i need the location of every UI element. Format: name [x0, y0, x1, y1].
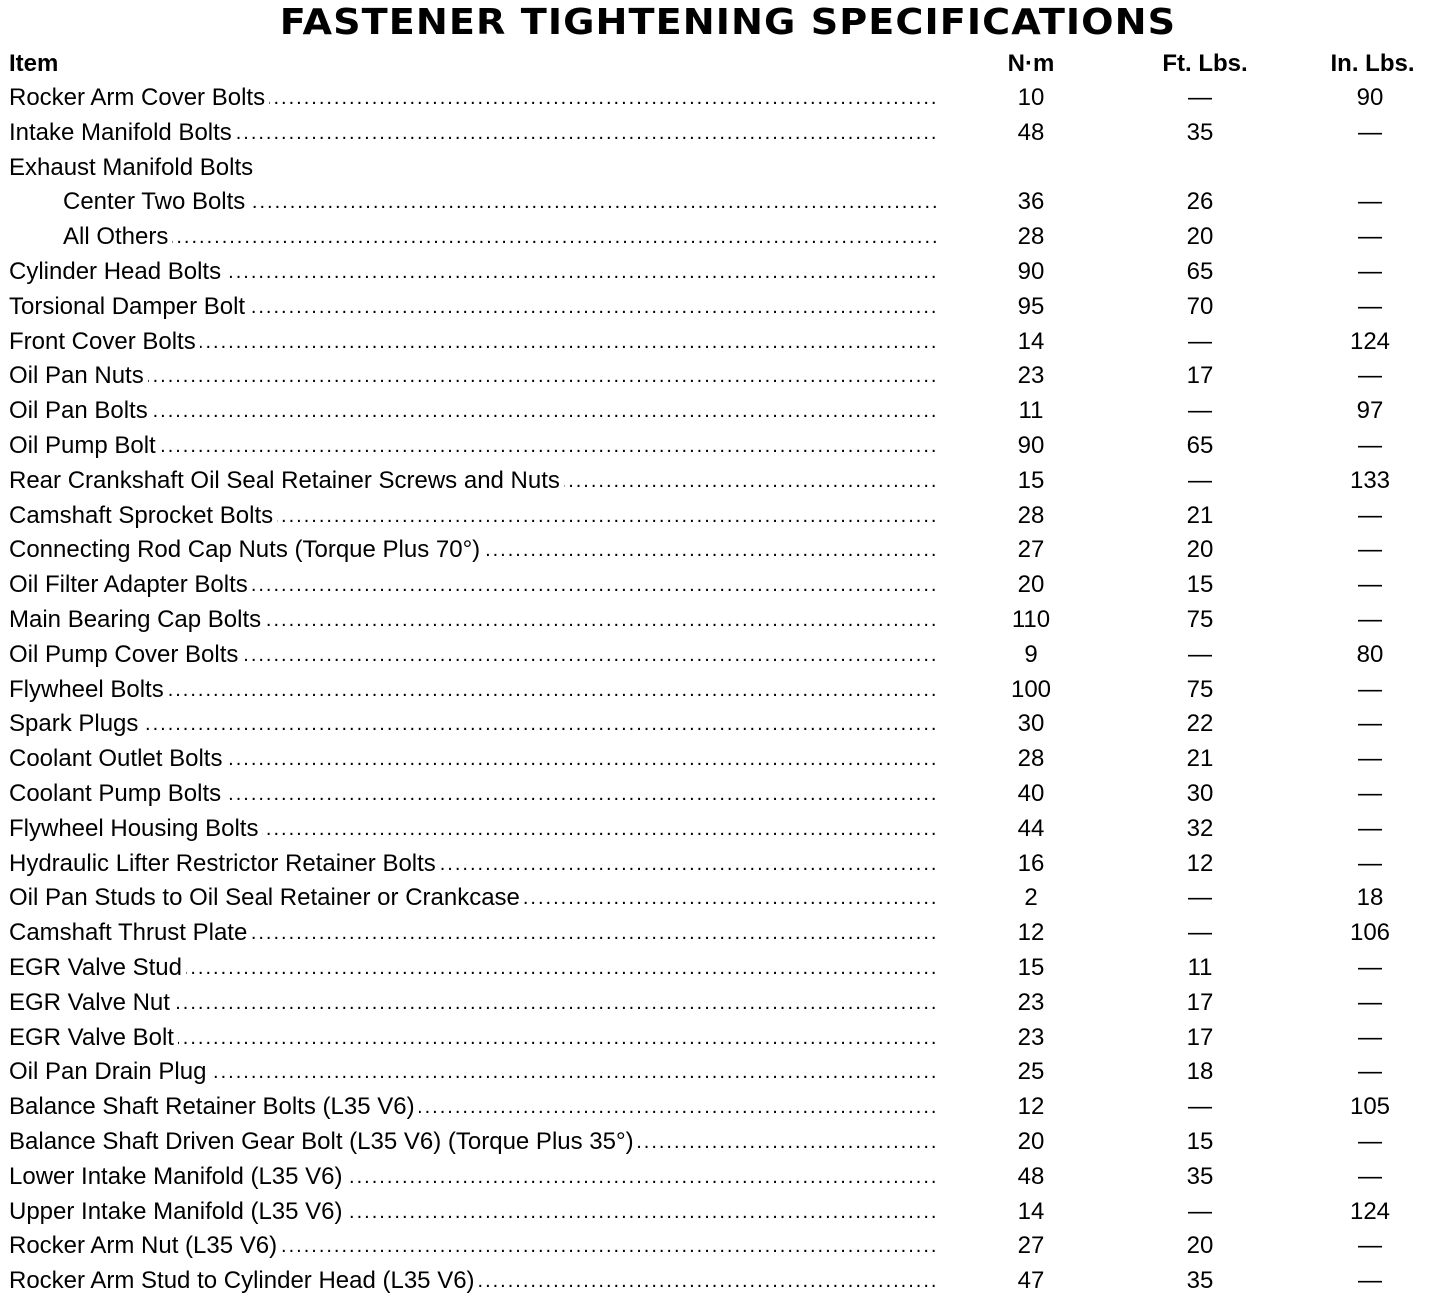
item-label: EGR Valve Bolt	[9, 1024, 178, 1051]
in-lbs-value: —	[1358, 501, 1382, 529]
nm-value: 14	[1017, 1197, 1045, 1225]
column-header-nm: N·m	[1007, 50, 1055, 77]
table-row	[0, 673, 1456, 708]
item-label: Connecting Rod Cap Nuts (Torque Plus 70°)	[9, 536, 484, 563]
nm-value: 47	[1017, 1267, 1045, 1295]
table-row	[0, 1195, 1456, 1230]
nm-value: 23	[1017, 988, 1045, 1016]
table-row	[0, 986, 1456, 1021]
table-row	[0, 429, 1456, 464]
table-row	[0, 325, 1456, 360]
ft-lbs-value: —	[1188, 84, 1212, 111]
table-row	[0, 847, 1456, 882]
table-row	[0, 1229, 1456, 1264]
nm-value: 10	[1017, 84, 1045, 111]
table-row	[0, 1125, 1456, 1160]
table-row	[0, 603, 1456, 638]
item-label: Flywheel Bolts	[9, 676, 168, 703]
column-header-ft-lbs: Ft. Lbs.	[1162, 50, 1248, 77]
item-label: Oil Pan Bolts	[9, 397, 152, 424]
item-label: Lower Intake Manifold (L35 V6)	[9, 1163, 347, 1190]
item-label: Coolant Outlet Bolts	[9, 745, 226, 772]
ft-lbs-value: 35	[1186, 1267, 1214, 1295]
item-label: Oil Pan Nuts	[9, 362, 148, 389]
ft-lbs-value: 21	[1186, 745, 1214, 773]
item-label: Camshaft Sprocket Bolts	[9, 502, 277, 529]
in-lbs-value: —	[1358, 1232, 1382, 1260]
column-header-in-lbs: In. Lbs.	[1330, 50, 1415, 77]
table-row	[0, 1160, 1456, 1195]
in-lbs-value: 97	[1356, 397, 1384, 425]
nm-value: 110	[1011, 605, 1051, 633]
table-row	[0, 951, 1456, 986]
nm-value: 40	[1017, 779, 1045, 807]
item-label: Cylinder Head Bolts	[9, 258, 225, 285]
ft-lbs-value: —	[1188, 1197, 1212, 1225]
table-row	[0, 742, 1456, 777]
item-label: Hydraulic Lifter Restrictor Retainer Bolts	[9, 850, 440, 877]
in-lbs-value: 106	[1349, 919, 1391, 947]
table-row	[0, 220, 1456, 255]
ft-lbs-value: 65	[1186, 257, 1214, 285]
table-row	[0, 1021, 1456, 1056]
table-row	[0, 638, 1456, 673]
nm-value: 16	[1017, 849, 1045, 877]
nm-value: 44	[1017, 814, 1045, 842]
ft-lbs-value: 17	[1186, 1023, 1214, 1051]
nm-value: 20	[1017, 1127, 1045, 1155]
table-row	[0, 812, 1456, 847]
in-lbs-value: —	[1358, 1058, 1382, 1086]
item-label: Torsional Damper Bolt	[9, 293, 249, 320]
in-lbs-value: —	[1358, 953, 1382, 981]
table-row	[0, 881, 1456, 916]
item-label: EGR Valve Stud	[9, 954, 186, 981]
in-lbs-value: —	[1358, 257, 1382, 285]
ft-lbs-value: —	[1188, 397, 1212, 425]
ft-lbs-value: —	[1188, 884, 1212, 912]
ft-lbs-value: 75	[1186, 605, 1214, 633]
nm-value: 23	[1017, 1023, 1045, 1051]
item-label: All Others	[63, 223, 172, 250]
item-label: Exhaust Manifold Bolts	[9, 154, 257, 181]
ft-lbs-value: 75	[1186, 675, 1214, 703]
nm-value: 48	[1017, 1162, 1045, 1190]
nm-value: 12	[1017, 1093, 1045, 1121]
item-label: Upper Intake Manifold (L35 V6)	[9, 1198, 347, 1225]
nm-value: 100	[1010, 675, 1052, 703]
item-label: Rocker Arm Stud to Cylinder Head (L35 V6)	[9, 1267, 479, 1294]
nm-value: 15	[1017, 466, 1045, 494]
ft-lbs-value: —	[1188, 1093, 1212, 1121]
nm-value: 95	[1017, 292, 1045, 320]
item-label: Balance Shaft Retainer Bolts (L35 V6)	[9, 1093, 419, 1120]
in-lbs-value: —	[1358, 849, 1382, 877]
table-row	[0, 81, 1456, 116]
in-lbs-value: —	[1358, 814, 1382, 842]
in-lbs-value: —	[1358, 605, 1382, 633]
nm-value: 20	[1017, 571, 1045, 599]
ft-lbs-value: 30	[1186, 779, 1214, 807]
in-lbs-value: —	[1358, 745, 1382, 773]
table-row	[0, 1264, 1456, 1299]
item-label: Camshaft Thrust Plate	[9, 919, 251, 946]
in-lbs-value: —	[1358, 1023, 1382, 1051]
item-label: Flywheel Housing Bolts	[9, 815, 262, 842]
nm-value: 90	[1017, 257, 1045, 285]
item-label: Balance Shaft Driven Gear Bolt (L35 V6) (Torque Plus 35°)	[9, 1128, 638, 1155]
nm-value: 2	[1024, 884, 1038, 912]
nm-value: 9	[1024, 640, 1038, 668]
ft-lbs-value: 15	[1186, 571, 1214, 599]
table-row	[0, 359, 1456, 394]
ft-lbs-value: 17	[1186, 362, 1214, 390]
nm-value: 90	[1017, 431, 1045, 459]
nm-value: 25	[1017, 1058, 1045, 1086]
nm-value: 28	[1017, 745, 1045, 773]
table-row	[0, 916, 1456, 951]
in-lbs-value: 124	[1349, 1197, 1391, 1225]
table-row	[0, 464, 1456, 499]
table-row	[0, 255, 1456, 290]
in-lbs-value: —	[1358, 292, 1382, 320]
table-row	[0, 533, 1456, 568]
column-header-item: Item	[9, 50, 59, 77]
nm-value: 28	[1017, 501, 1045, 529]
in-lbs-value: 124	[1349, 327, 1391, 355]
ft-lbs-value: 35	[1186, 1162, 1214, 1190]
nm-value: 27	[1017, 536, 1045, 564]
table-row	[0, 185, 1456, 220]
ft-lbs-value: 32	[1186, 814, 1214, 842]
in-lbs-value: —	[1358, 223, 1382, 251]
item-label: Spark Plugs	[9, 710, 142, 737]
in-lbs-value: 90	[1356, 84, 1384, 111]
item-label: Rear Crankshaft Oil Seal Retainer Screws and Nuts	[9, 467, 564, 494]
in-lbs-value: 18	[1356, 884, 1384, 912]
in-lbs-value: —	[1358, 188, 1382, 216]
item-label: Front Cover Bolts	[9, 328, 200, 355]
page-title: FASTENER TIGHTENING SPECIFICATIONS	[279, 2, 1177, 43]
in-lbs-value: —	[1358, 1267, 1382, 1295]
in-lbs-value: —	[1358, 536, 1382, 564]
in-lbs-value: —	[1358, 988, 1382, 1016]
in-lbs-value: 133	[1349, 466, 1391, 494]
table-row	[0, 499, 1456, 534]
nm-value: 30	[1017, 710, 1045, 738]
item-label: Oil Pump Bolt	[9, 432, 160, 459]
item-label: Rocker Arm Nut (L35 V6)	[9, 1232, 281, 1259]
item-label: Oil Pan Drain Plug	[9, 1058, 210, 1085]
ft-lbs-value: —	[1188, 640, 1212, 668]
ft-lbs-value: —	[1188, 327, 1212, 355]
item-label: Oil Filter Adapter Bolts	[9, 571, 252, 598]
nm-value: 23	[1017, 362, 1045, 390]
table-row	[0, 116, 1456, 151]
item-label: Oil Pan Studs to Oil Seal Retainer or Crankcase	[9, 884, 524, 911]
ft-lbs-value: 11	[1187, 953, 1213, 981]
nm-value: 14	[1017, 327, 1045, 355]
item-label: Intake Manifold Bolts	[9, 119, 236, 146]
ft-lbs-value: 35	[1186, 118, 1214, 146]
in-lbs-value: 80	[1356, 640, 1384, 668]
ft-lbs-value: 20	[1186, 1232, 1214, 1260]
nm-value: 27	[1017, 1232, 1045, 1260]
ft-lbs-value: 26	[1186, 188, 1214, 216]
ft-lbs-value: —	[1188, 919, 1212, 947]
table-row	[0, 290, 1456, 325]
table-row	[0, 394, 1456, 429]
nm-value: 36	[1017, 188, 1045, 216]
table-row	[0, 777, 1456, 812]
item-label: Oil Pump Cover Bolts	[9, 641, 242, 668]
ft-lbs-value: 15	[1186, 1127, 1214, 1155]
nm-value: 12	[1017, 919, 1045, 947]
item-label: Center Two Bolts	[63, 188, 249, 215]
in-lbs-value: —	[1358, 675, 1382, 703]
item-label: Coolant Pump Bolts	[9, 780, 225, 807]
table-row	[0, 707, 1456, 742]
nm-value: 48	[1017, 118, 1045, 146]
ft-lbs-value: —	[1188, 466, 1212, 494]
ft-lbs-value: 65	[1186, 431, 1214, 459]
ft-lbs-value: 21	[1186, 501, 1214, 529]
nm-value: 15	[1017, 953, 1045, 981]
ft-lbs-value: 22	[1186, 710, 1214, 738]
ft-lbs-value: 17	[1186, 988, 1214, 1016]
spec-table	[0, 47, 1456, 1299]
table-row-group-heading	[0, 151, 1456, 186]
ft-lbs-value: 18	[1186, 1058, 1214, 1086]
nm-value: 11	[1018, 397, 1044, 425]
nm-value: 28	[1017, 223, 1045, 251]
in-lbs-value: —	[1358, 710, 1382, 738]
table-header-row	[0, 47, 1456, 81]
ft-lbs-value: 20	[1186, 223, 1214, 251]
table-row	[0, 1055, 1456, 1090]
in-lbs-value: —	[1358, 1127, 1382, 1155]
ft-lbs-value: 70	[1186, 292, 1214, 320]
item-label: Rocker Arm Cover Bolts	[9, 84, 269, 111]
item-label: EGR Valve Nut	[9, 989, 174, 1016]
in-lbs-value: —	[1358, 431, 1382, 459]
ft-lbs-value: 20	[1186, 536, 1214, 564]
in-lbs-value: —	[1358, 1162, 1382, 1190]
table-row	[0, 1090, 1456, 1125]
ft-lbs-value: 12	[1186, 849, 1214, 877]
table-row	[0, 568, 1456, 603]
in-lbs-value: —	[1358, 362, 1382, 390]
in-lbs-value: —	[1358, 779, 1382, 807]
in-lbs-value: —	[1358, 571, 1382, 599]
in-lbs-value: 105	[1349, 1093, 1391, 1121]
in-lbs-value: —	[1358, 118, 1382, 146]
item-label: Main Bearing Cap Bolts	[9, 606, 265, 633]
